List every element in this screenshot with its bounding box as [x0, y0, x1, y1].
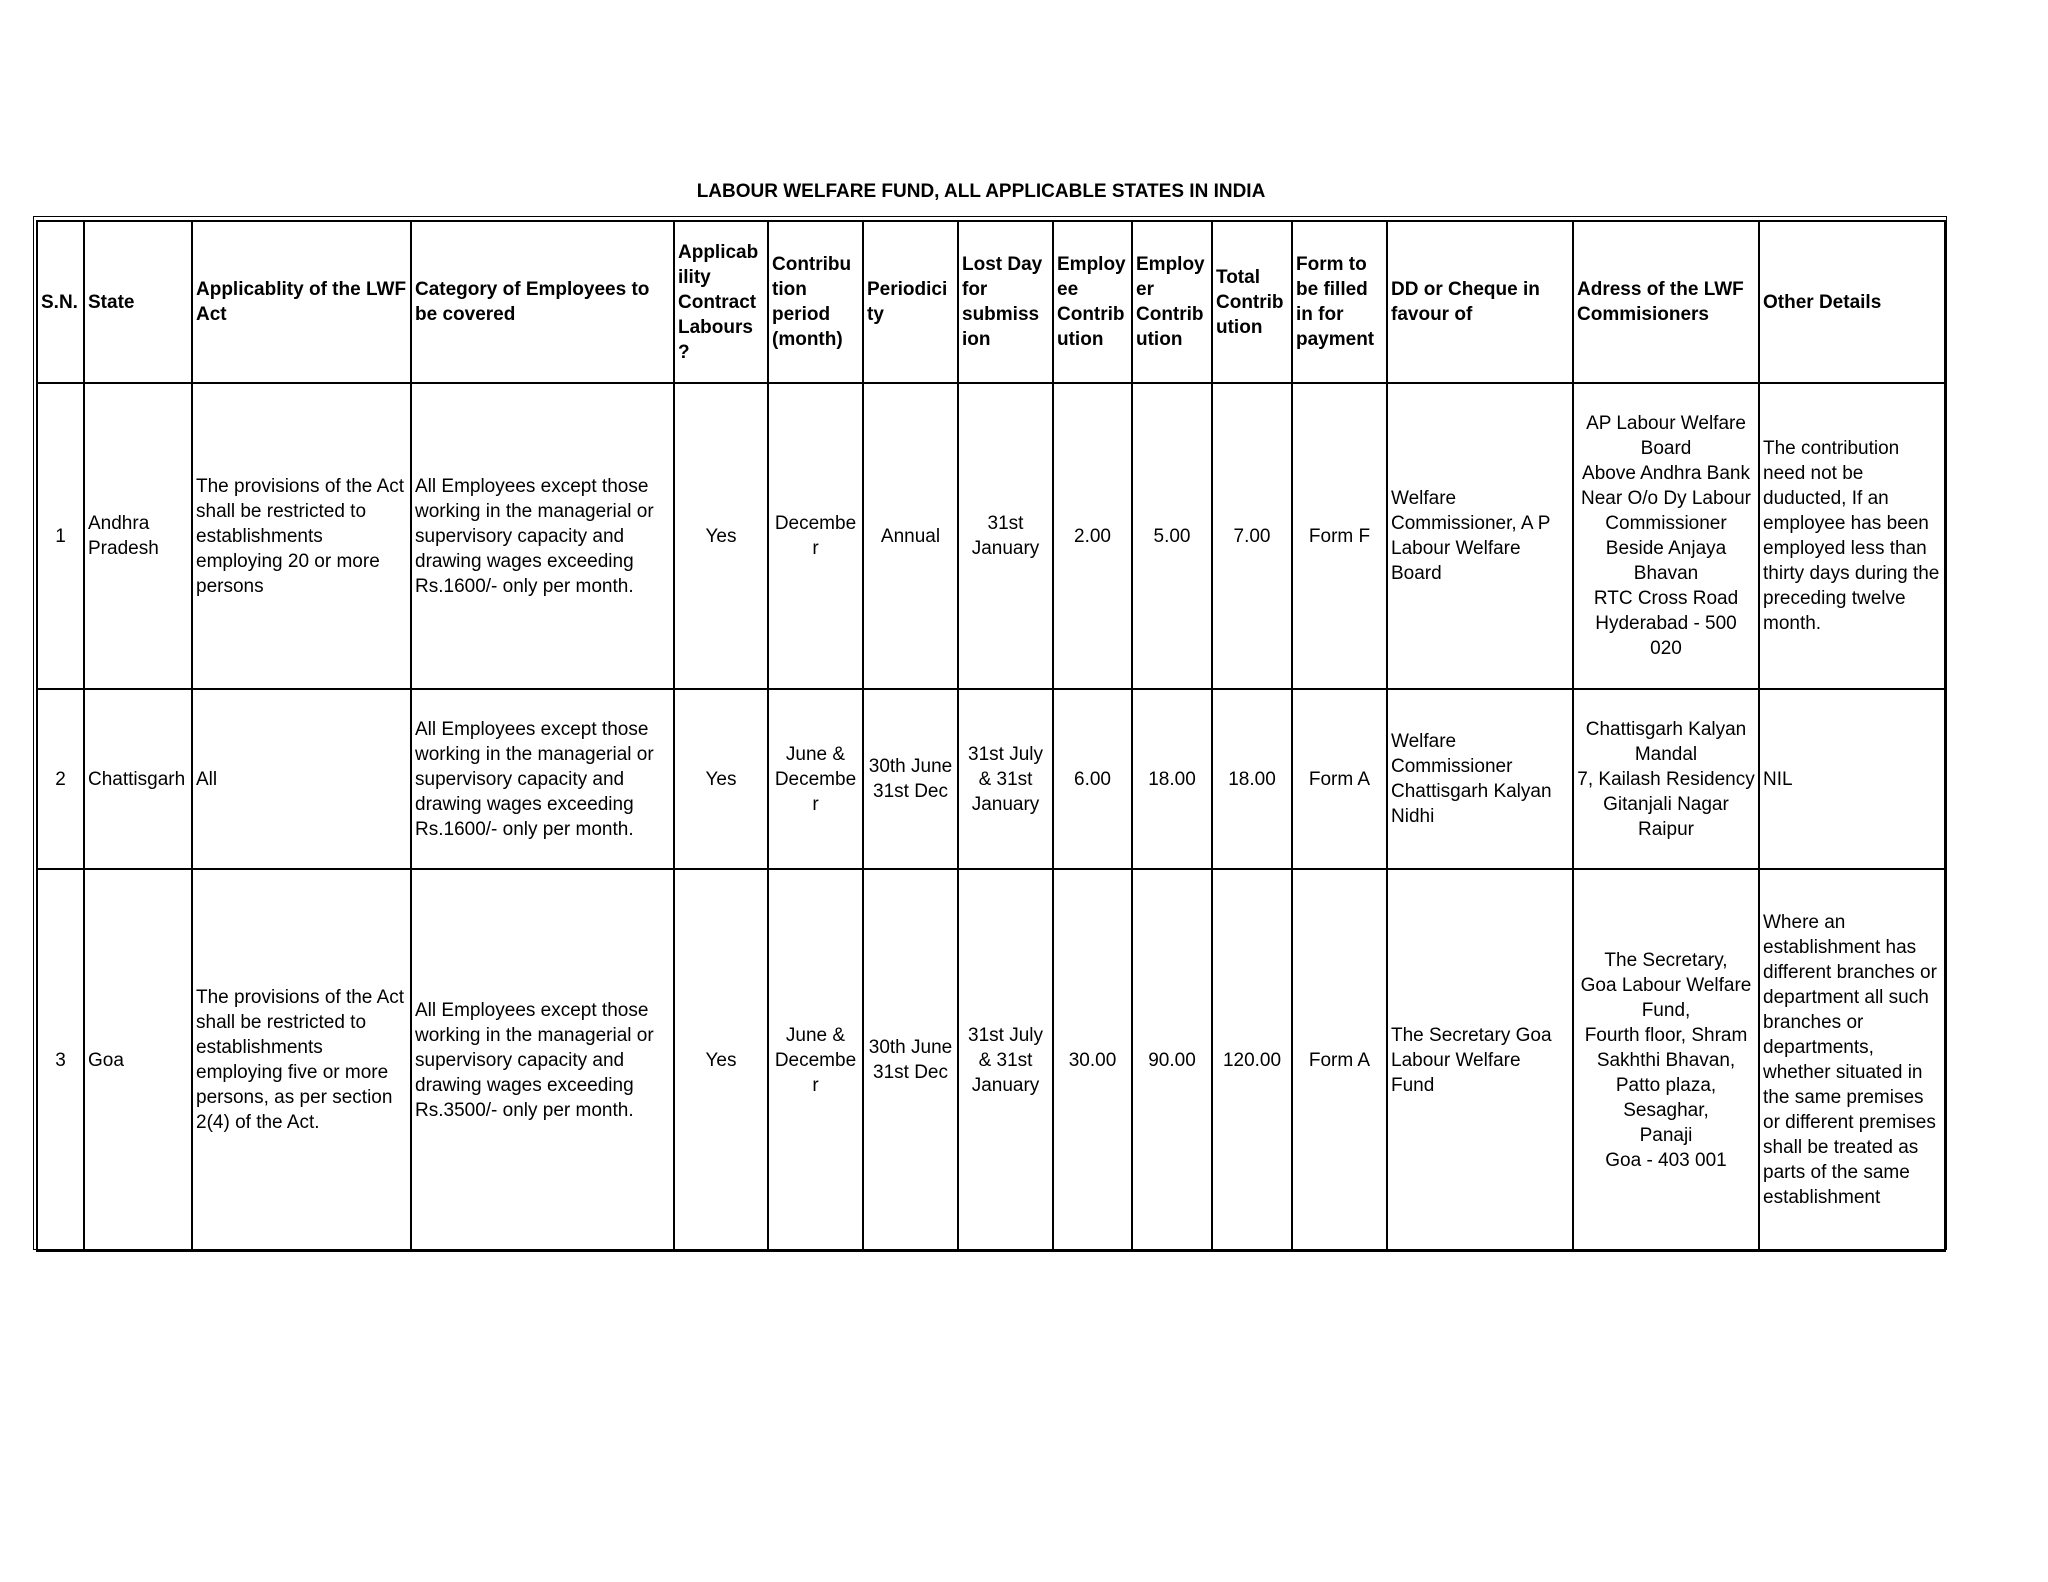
cell-contract-labours: Yes	[674, 383, 768, 689]
cell-contribution-period: June & December	[768, 689, 863, 869]
cell-periodicity: Annual	[863, 383, 958, 689]
cell-category: All Employees except those working in the managerial or supervisory capacity and drawing wages exceeding Rs.3500/- only per month.	[411, 869, 674, 1251]
header-employer-contribution: Employ er Contrib ution	[1132, 221, 1212, 383]
table-row	[37, 689, 1945, 869]
cell-address: Chattisgarh Kalyan Mandal 7, Kailash Residency Gitanjali Nagar Raipur	[1573, 689, 1759, 869]
cell-dd-cheque: Welfare Commissioner Chattisgarh Kalyan Nidhi	[1387, 689, 1573, 869]
cell-employee-contribution: 6.00	[1053, 689, 1132, 869]
cell-employer-contribution: 90.00	[1132, 869, 1212, 1251]
cell-sn: 3	[37, 869, 84, 1251]
cell-last-day: 31st January	[958, 383, 1053, 689]
cell-state: Goa	[84, 869, 192, 1251]
cell-employer-contribution: 5.00	[1132, 383, 1212, 689]
cell-periodicity: 30th June 31st Dec	[863, 869, 958, 1251]
cell-dd-cheque: The Secretary Goa Labour Welfare Fund	[1387, 869, 1573, 1251]
header-dd-cheque: DD or Cheque in favour of	[1387, 221, 1573, 383]
cell-state: Andhra Pradesh	[84, 383, 192, 689]
cell-total-contribution: 7.00	[1212, 383, 1292, 689]
cell-other-details: NIL	[1759, 689, 1945, 869]
cell-form: Form A	[1292, 869, 1387, 1251]
cell-last-day: 31st July & 31st January	[958, 869, 1053, 1251]
cell-form: Form A	[1292, 689, 1387, 869]
cell-dd-cheque: Welfare Commissioner, A P Labour Welfare Board	[1387, 383, 1573, 689]
cell-contribution-period: June & December	[768, 869, 863, 1251]
cell-other-details: Where an establishment has different branches or department all such branches or departments, whether situated in the same premises or different premises shall be treated as parts of the same establishment	[1759, 869, 1945, 1251]
header-periodicity: Periodici ty	[863, 221, 958, 383]
header-state: State	[84, 221, 192, 383]
cell-applicability: The provisions of the Act shall be restricted to establishments employing 20 or more persons	[192, 383, 411, 689]
cell-sn: 2	[37, 689, 84, 869]
cell-other-details: The contribution need not be duducted, If an employee has been employed less than thirty days during the preceding twelve month.	[1759, 383, 1945, 689]
cell-category: All Employees except those working in the managerial or supervisory capacity and drawing wages exceeding Rs.1600/- only per month.	[411, 689, 674, 869]
header-contribution-period: Contribu tion period (month)	[768, 221, 863, 383]
cell-employer-contribution: 18.00	[1132, 689, 1212, 869]
header-last-day: Lost Day for submiss ion	[958, 221, 1053, 383]
header-address: Adress of the LWF Commisioners	[1573, 221, 1759, 383]
cell-employee-contribution: 30.00	[1053, 869, 1132, 1251]
header-category: Category of Employees to be covered	[411, 221, 674, 383]
cell-employee-contribution: 2.00	[1053, 383, 1132, 689]
lwf-table	[36, 220, 1946, 1252]
cell-state: Chattisgarh	[84, 689, 192, 869]
cell-category: All Employees except those working in the managerial or supervisory capacity and drawing wages exceeding Rs.1600/- only per month.	[411, 383, 674, 689]
header-applicability: Applicablity of the LWF Act	[192, 221, 411, 383]
cell-contract-labours: Yes	[674, 689, 768, 869]
cell-contribution-period: December	[768, 383, 863, 689]
cell-contract-labours: Yes	[674, 869, 768, 1251]
cell-applicability: The provisions of the Act shall be restricted to establishments employing five or more persons, as per section 2(4) of the Act.	[192, 869, 411, 1251]
cell-applicability: All	[192, 689, 411, 869]
table-header-row	[37, 221, 1945, 383]
header-sn: S.N.	[37, 221, 84, 383]
table-row	[37, 869, 1945, 1251]
document-title: LABOUR WELFARE FUND, ALL APPLICABLE STATES IN INDIA	[696, 181, 1266, 202]
cell-address: AP Labour Welfare Board Above Andhra Bank Near O/o Dy Labour Commissioner Beside Anjaya Bhavan RTC Cross Road Hyderabad - 500 020	[1573, 383, 1759, 689]
cell-sn: 1	[37, 383, 84, 689]
table-row	[37, 383, 1945, 689]
cell-address: The Secretary, Goa Labour Welfare Fund, Fourth floor, Shram Sakhthi Bhavan, Patto plaza, Sesaghar, Panaji Goa - 403 001	[1573, 869, 1759, 1251]
header-other-details: Other Details	[1759, 221, 1945, 383]
header-contract-labours: Applicab ility Contract Labours ?	[674, 221, 768, 383]
header-total-contribution: Total Contrib ution	[1212, 221, 1292, 383]
cell-last-day: 31st July & 31st January	[958, 689, 1053, 869]
cell-form: Form F	[1292, 383, 1387, 689]
cell-periodicity: 30th June 31st Dec	[863, 689, 958, 869]
header-employee-contribution: Employ ee Contrib ution	[1053, 221, 1132, 383]
cell-total-contribution: 120.00	[1212, 869, 1292, 1251]
header-form: Form to be filled in for payment	[1292, 221, 1387, 383]
cell-total-contribution: 18.00	[1212, 689, 1292, 869]
